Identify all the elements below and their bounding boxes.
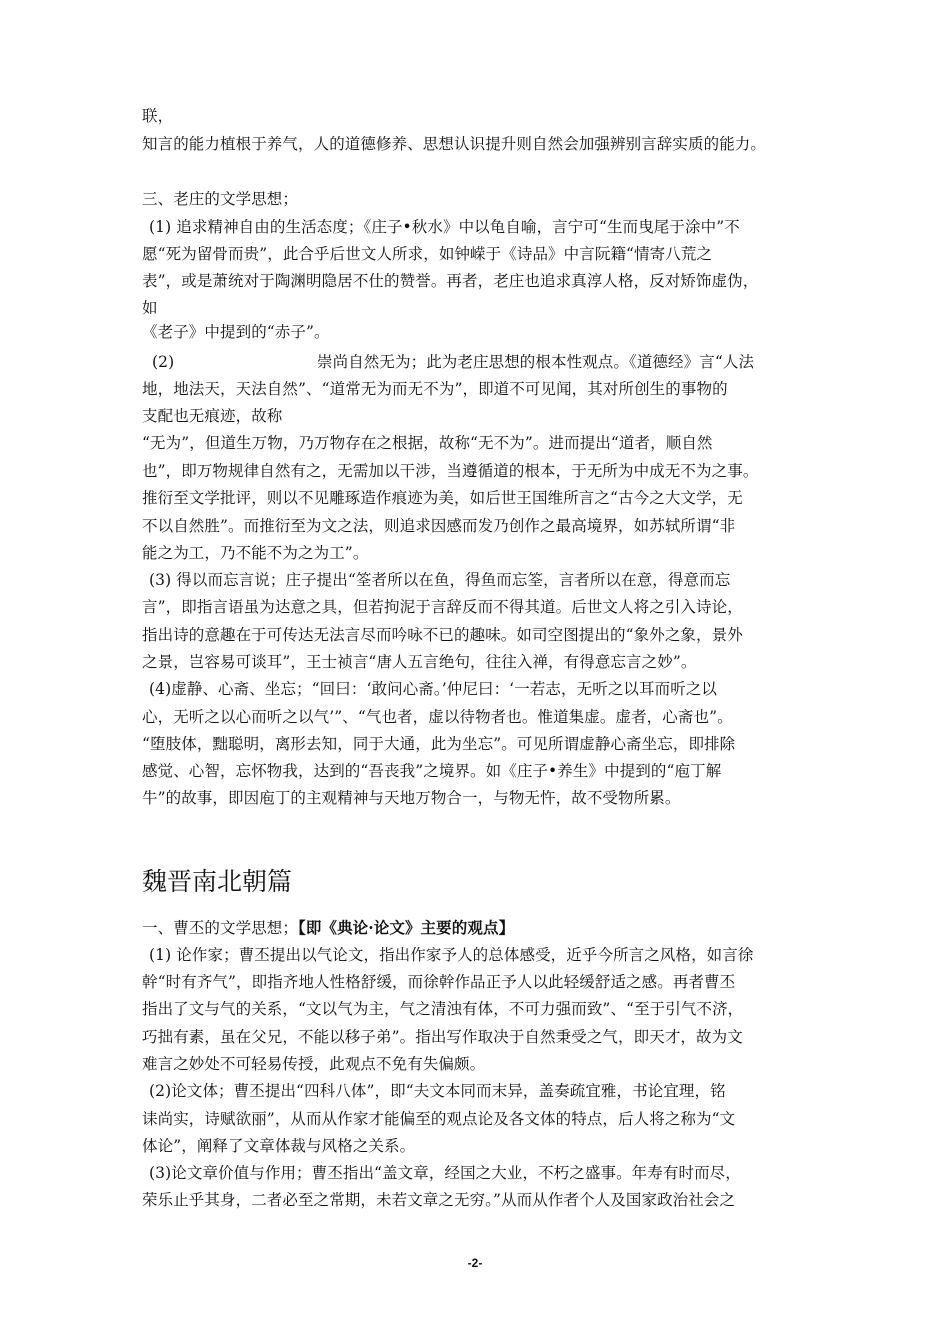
text-line: 知言的能力植根于养气，人的道德修养、思想认识提升则自然会加强辨别言辞实质的能力。	[142, 135, 767, 153]
text-line: (1) 论作家；曹丕提出以气论文，指出作家予人的总体感受，近乎今所言之风格，如言徐	[149, 946, 754, 964]
text-line: 推衍至文学批评，则以不见雕琢造作痕迹为美，如后世王国维所言之“古今之大文学，无	[142, 489, 743, 507]
text-line: 支配也无痕迹，故称	[142, 407, 283, 425]
text-line: 指出诗的意趣在于可传达无法言尽而吟咏不已的趣味。如司空图提出的“象外之象，景外	[142, 626, 743, 644]
chapter-heading: 魏晋南北朝篇	[142, 867, 293, 896]
text-line: 《老子》中提到的“赤子”。	[142, 323, 330, 341]
text-line: 诔尚实，诗赋欲丽”，从而从作家才能偏至的观点论及各文体的特点，后人将之称为“文	[142, 1110, 736, 1128]
text-line: 言”，即指言语虽为达意之具，但若拘泥于言辞反而不得其道。后世文人将之引入诗论，	[142, 598, 743, 616]
text-line: “无为”，但道生万物，乃万物存在之根据，故称“无不为”。进而提出“道者，顺自然	[142, 434, 713, 452]
text-line: 如	[142, 299, 158, 317]
text-line: 幹“时有齐气”，即指齐地人性格舒缓，而徐幹作品正予人以此轻缓舒适之感。再者曹丕	[142, 973, 736, 991]
text-line: (2)论文体；曹丕提出“四科八体”，即“夫文本同而末异，盖奏疏宜雅，书论宜理，铭	[149, 1082, 726, 1100]
list-marker: (2)	[152, 353, 175, 371]
text-line: 崇尚自然无为；此为老庄思想的根本性观点。《道德经》言“人法	[317, 353, 755, 371]
text-line: (3)论文章价值与作用；曹丕指出“盖文章，经国之大业，不朽之盛事。年寿有时而尽，	[149, 1164, 741, 1182]
section-heading-text: 一、曹丕的文学思想；	[142, 919, 299, 937]
text-line: “堕肢体，黜聪明，离形去知，同于大通，此为坐忘”。可见所谓虚静心斋坐忘，即排除	[142, 735, 736, 753]
text-line: 感觉、心智，忘怀物我，达到的“吾丧我”之境界。如《庄子•养生》中提到的“庖丁解	[142, 762, 722, 780]
text-line: 巧拙有素，虽在父兄，不能以移子弟”。指出写作取决于自然秉受之气，即天才，故为文	[142, 1028, 743, 1046]
section-heading-caopi	[142, 918, 514, 938]
text-line: 愿“死为留骨而贵”，此合乎后世文人所求，如钟嵘于《诗品》中言阮籍“情寄八荒之	[142, 245, 713, 263]
text-line: 表”，或是萧统对于陶渊明隐居不仕的赞誉。再者，老庄也追求真淳人格，反对矫饰虚伪，	[142, 272, 759, 290]
text-line: 之景，岂容易可谈耳”，王士祯言“唐人五言绝句，往往入禅，有得意忘言之妙”。	[142, 653, 697, 671]
section-heading-laozhuang: 三、老庄的文学思想；	[142, 190, 299, 208]
text-line: (4)虚静、心斋、坐忘；“回曰：‘敢问心斋。’仲尼曰：‘一若志，无听之以耳而听之以	[149, 680, 718, 698]
text-line: 难言之妙处不可轻易传授，此观点不免有失偏颇。	[142, 1055, 486, 1073]
text-line: (3) 得以而忘言说；庄子提出“筌者所以在鱼，得鱼而忘筌，言者所以在意，得意而忘	[149, 571, 731, 589]
page-number: -2-	[467, 1256, 483, 1270]
section-heading-note: 【即《典论·论文》主要的观点】	[298, 918, 515, 937]
text-line: 体论”，阐释了文章体裁与风格之关系。	[142, 1137, 416, 1155]
text-line: 能之为工，乃不能不为之为工”。	[142, 544, 369, 562]
text-line: 牛”的故事，即因庖丁的主观精神与天地万物合一，与物无忤，故不受物所累。	[142, 789, 681, 807]
text-line: 也”，即万物规律自然有之，无需加以干涉，当遵循道的根本，于无所为中成无不为之事。	[142, 462, 759, 480]
text-line: 联，	[142, 107, 174, 125]
text-line: (1) 追求精神自由的生活态度；《庄子•秋水》中以龟自喻，言宁可“生而曳尾于涂中”不	[149, 218, 740, 236]
text-line: 心，无听之以心而听之以气’”、“气也者，虚以待物者也。惟道集虚。虚者，心斋也”。	[142, 708, 733, 726]
text-line: 地，地法天，天法自然”、“道常无为而无不为”，即道不可见闻，其对所创生的事物的	[142, 380, 728, 398]
text-line: 指出了文与气的关系，“文以气为主，气之清浊有体，不可力强而致”、“至于引气不济，	[142, 1000, 744, 1018]
text-line: 荣乐止乎其身，二者必至之常期，未若文章之无穷。”从而从作者个人及国家政治社会之	[142, 1191, 736, 1209]
text-line: 不以自然胜”。而推衍至为文之法，则追求因感而发乃创作之最高境界，如苏轼所谓“非	[142, 517, 736, 535]
